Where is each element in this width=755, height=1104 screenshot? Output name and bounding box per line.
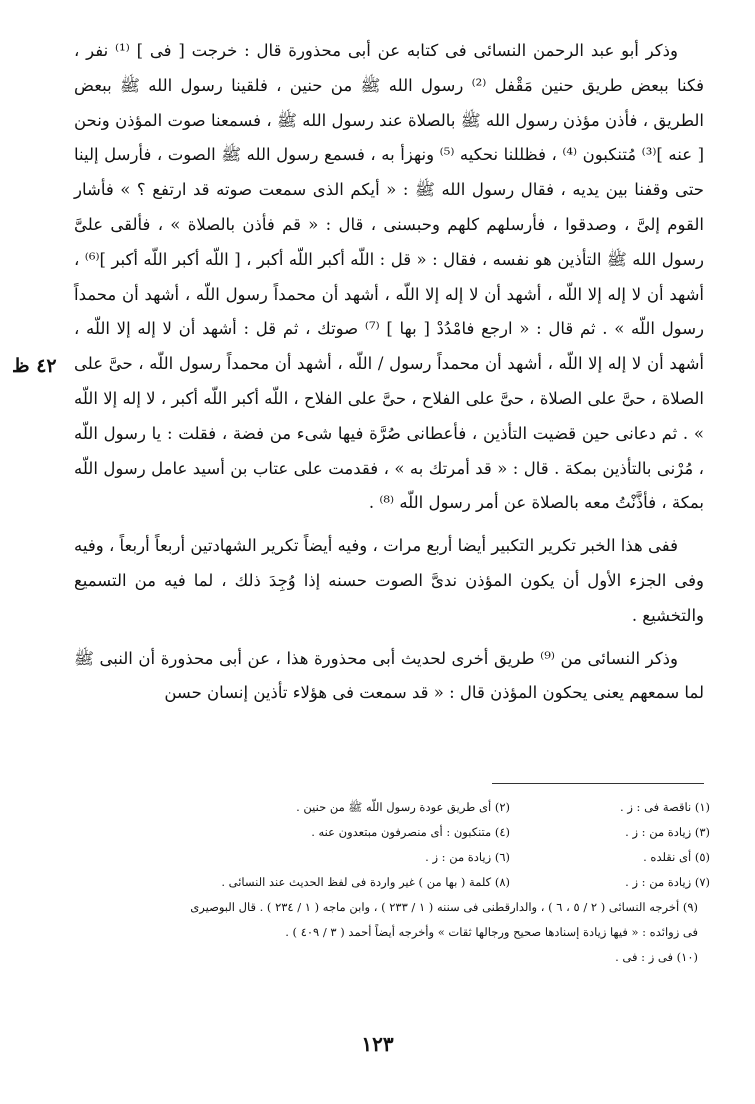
paragraph-commentary: ففى هذا الخبر تكرير التكبير أيضا أربع مرات ، وفيه أيضاً تكرير الشهادتين أربعاً أربعاً ، وفيه وفى الجزء الأول أن يكون المؤذن ندىَّ الصوت حسنه إذا وُجِدَ ذلك ، لما فيه من التسميع والتخشيع . — [74, 536, 704, 625]
footnote-7: (٧) زيادة من : ز . — [625, 875, 710, 889]
footnote-3: (٣) زيادة من : ز . — [625, 825, 710, 839]
footnote-9-line-1: (٩) أخرجه النسائى ( ٢ / ٥ ، ٦ ) ، والدارقطنى فى سننه ( ١ / ٢٣٣ ) ، وابن ماجه ( ١ / ٢٣٤ ) . قال البوصيرى — [190, 900, 698, 914]
footnote-row — [60, 820, 710, 845]
paragraph-hadith: وذكر أبو عبد الرحمن النسائى فى كتابه عن أبى محذورة قال : خرجت [ فى ] ⁽¹⁾ نفر ، فكنا ببعض طريق حنين مَقْفل ⁽²⁾ رسول الله ﷺ من حنين ، فلقينا رسول الله ﷺ ببعض الطريق ، فأذن مؤذن رسول الله ﷺ بالصلاة عند رسول الله ﷺ ، فسمعنا صوت المؤذن ونحن [ عنه ]⁽³⁾ مُتنكبون ⁽⁴⁾ ، فظللنا نحكيه ⁽⁵⁾ ونهزأ به ، فسمع رسول الله ﷺ الصوت ، فأرسل إلينا حتى وقفنا بين يديه ، فقال رسول الله ﷺ : « أيكم الذى سمعت صوته قد ارتفع ؟ » فأشار القوم إلىَّ ، وصدقوا ، فأرسلهم كلهم وحبسنى ، قال : « قم فأذن بالصلاة » ، فألقى علىَّ رسول الله ﷺ التأذين هو نفسه ، فقال : « قل : اللّه أكبر اللّه أكبر ، [ اللّه أكبر اللّه أكبر ]⁽⁶⁾ ، أشهد أن لا إله إلا اللّه ، أشهد أن لا إله إلا اللّه ، أشهد أن محمداً رسول اللّه ، أشهد أن محمداً رسول اللّه » . ثم قال : « ارجع فامْدُدْ [ بها ] ⁽⁷⁾ صوتك ، ثم قل : أشهد أن لا إله إلا اللّه ، أشهد أن لا إله إلا اللّه ، أشهد أن محمداً رسول / اللّه ، أشهد أن محمداً رسول اللّه ، حىَّ على الصلاة ، حىَّ على الصلاة ، حىَّ على الفلاح ، حىَّ على الفلاح ، اللّه أكبر اللّه أكبر ، لا إله إلا اللّه » . ثم دعانى حين قضيت التأذين ، فأعطانى صُرَّة فيها شىء من فضة ، فقلت : يا رسول اللّه ، مُرْنى بالتأذين بمكة . قال : « قد أمرتك به » ، فقدمت على عتاب بن أسيد عامل رسول اللّه بمكة ، فأذَّنْتُ معه بالصلاة عن أمر رسول اللّه ⁽⁸⁾ . — [74, 41, 705, 513]
footnote-6: (٦) زيادة من : ز . — [425, 850, 510, 864]
footnote-row — [60, 795, 710, 820]
footnote-4: (٤) متنكبون : أى منصرفون مبتعدون عنه . — [311, 825, 510, 839]
footnote-row — [60, 845, 710, 870]
main-text — [74, 34, 704, 711]
footnotes — [60, 795, 710, 970]
footnote-5: (٥) أى نقلده . — [643, 850, 710, 864]
footnote-8: (٨) كلمة ( بها من ) غير واردة فى لفظ الحديث عند النسائى . — [221, 875, 510, 889]
footnote-2: (٢) أى طريق عودة رسول اللّه ﷺ من حنين . — [296, 800, 510, 814]
footnote-divider — [492, 783, 704, 784]
page-number: ١٢٣ — [361, 1032, 394, 1056]
paragraph-continuation: وذكر النسائى من ⁽⁹⁾ طريق أخرى لحديث أبى محذورة هذا ، عن أبى محذورة أن النبى ﷺ لما سمعهم يعنى يحكون المؤذن قال : « قد سمعت فى هؤلاء تأذين إنسان حسن — [74, 648, 704, 703]
footnote-1: (١) ناقصة فى : ز . — [620, 800, 710, 814]
footnote-9-line-2: فى زوائده : « فيها زيادة إسنادها صحيح ورجالها ثقات » وأخرجه أيضاً أحمد ( ٣ / ٤٠٩ ) . — [285, 925, 698, 939]
footnote-row — [60, 870, 710, 895]
footnote-10: (١٠) فى ز : فى . — [615, 950, 698, 964]
margin-folio-marker: ٤٢ ظ — [12, 355, 57, 377]
